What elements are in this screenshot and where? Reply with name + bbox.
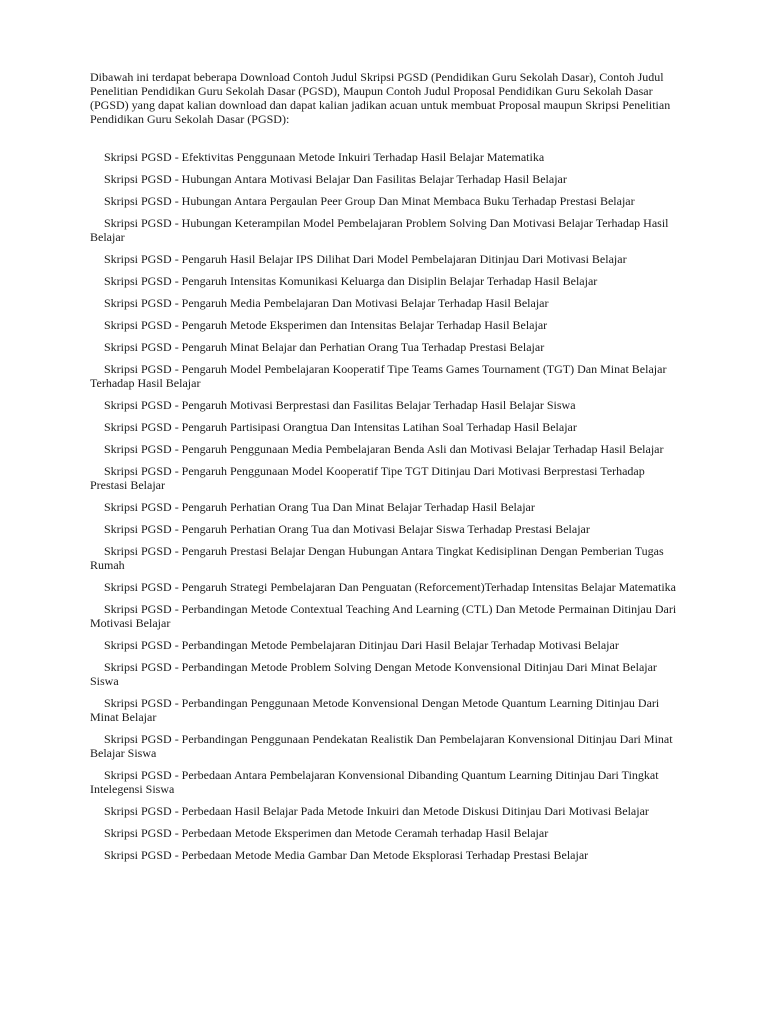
list-item: Skripsi PGSD - Perbedaan Hasil Belajar Pada Metode Inkuiri dan Metode Diskusi Ditinjau Dari Motivasi Belajar <box>104 804 649 818</box>
list-item: Skripsi PGSD - Pengaruh Penggunaan Media Pembelajaran Benda Asli dan Motivasi Belajar Terhadap Hasil Belajar <box>104 442 664 456</box>
list-item: Skripsi PGSD - Pengaruh Prestasi Belajar Dengan Hubungan Antara Tingkat Kedisiplinan Dengan Pemberian Tugas Rumah <box>90 544 664 572</box>
list-item: Skripsi PGSD - Perbedaan Metode Media Gambar Dan Metode Eksplorasi Terhadap Prestasi Belajar <box>104 848 589 862</box>
list-item: Skripsi PGSD - Perbandingan Metode Contextual Teaching And Learning (CTL) Dan Metode Permainan Ditinjau Dari Motivasi Belajar <box>90 602 677 630</box>
list-item: Skripsi PGSD - Hubungan Antara Pergaulan Peer Group Dan Minat Membaca Buku Terhadap Prestasi Belajar <box>104 194 635 208</box>
list-item: Skripsi PGSD - Pengaruh Intensitas Komunikasi Keluarga dan Disiplin Belajar Terhadap Hasil Belajar <box>104 274 598 288</box>
list-item: Skripsi PGSD - Pengaruh Penggunaan Model Kooperatif Tipe TGT Ditinjau Dari Motivasi Berprestasi Terhadap Prestasi Belajar <box>90 464 645 492</box>
list-item: Skripsi PGSD - Pengaruh Perhatian Orang Tua dan Motivasi Belajar Siswa Terhadap Prestasi Belajar <box>104 522 590 536</box>
thesis-title-list <box>90 150 680 862</box>
list-item: Skripsi PGSD - Pengaruh Minat Belajar dan Perhatian Orang Tua Terhadap Prestasi Belajar <box>104 340 545 354</box>
list-item: Skripsi PGSD - Hubungan Antara Motivasi Belajar Dan Fasilitas Belajar Terhadap Hasil Belajar <box>104 172 567 186</box>
list-item: Skripsi PGSD - Perbandingan Metode Pembelajaran Ditinjau Dari Hasil Belajar Terhadap Motivasi Belajar <box>104 638 619 652</box>
list-item: Skripsi PGSD - Perbandingan Penggunaan Metode Konvensional Dengan Metode Quantum Learning Ditinjau Dari Minat Belajar <box>90 696 660 724</box>
list-item: Skripsi PGSD - Perbandingan Metode Problem Solving Dengan Metode Konvensional Ditinjau Dari Minat Belajar Siswa <box>90 660 657 688</box>
list-item: Skripsi PGSD - Perbedaan Metode Eksperimen dan Metode Ceramah terhadap Hasil Belajar <box>104 826 549 840</box>
list-item: Skripsi PGSD - Pengaruh Metode Eksperimen dan Intensitas Belajar Terhadap Hasil Belajar <box>104 318 548 332</box>
list-item: Skripsi PGSD - Perbandingan Penggunaan Pendekatan Realistik Dan Pembelajaran Konvensional Ditinjau Dari Minat Belajar Siswa <box>90 732 673 760</box>
list-item: Skripsi PGSD - Hubungan Keterampilan Model Pembelajaran Problem Solving Dan Motivasi Belajar Terhadap Hasil Belajar <box>90 216 669 244</box>
list-item: Skripsi PGSD - Pengaruh Model Pembelajaran Kooperatif Tipe Teams Games Tournament (TGT) Dan Minat Belajar Terhadap Hasil Belajar <box>90 362 667 390</box>
list-item: Skripsi PGSD - Pengaruh Media Pembelajaran Dan Motivasi Belajar Terhadap Hasil Belajar <box>104 296 549 310</box>
intro-paragraph: Dibawah ini terdapat beberapa Download Contoh Judul Skripsi PGSD (Pendidikan Guru Sekolah Dasar), Contoh Judul Penelitian Pendidikan Guru Sekolah Dasar (PGSD), Maupun Contoh Judul Proposal Pendidikan Guru Sekolah Dasar (PGSD) yang dapat kalian download dan dapat kalian jadikan acuan untuk membuat Proposal maupun Skripsi Penelitian Pendidikan Guru Sekolah Dasar (PGSD): <box>90 70 671 126</box>
list-item: Skripsi PGSD - Efektivitas Penggunaan Metode Inkuiri Terhadap Hasil Belajar Matematika <box>104 150 545 164</box>
list-item: Skripsi PGSD - Perbedaan Antara Pembelajaran Konvensional Dibanding Quantum Learning Ditinjau Dari Tingkat Intelegensi Siswa <box>90 768 659 796</box>
list-item: Skripsi PGSD - Pengaruh Perhatian Orang Tua Dan Minat Belajar Terhadap Hasil Belajar <box>104 500 535 514</box>
document-page <box>90 70 680 870</box>
list-item: Skripsi PGSD - Pengaruh Strategi Pembelajaran Dan Penguatan (Reforcement)Terhadap Intensitas Belajar Matematika <box>104 580 676 594</box>
list-item: Skripsi PGSD - Pengaruh Partisipasi Orangtua Dan Intensitas Latihan Soal Terhadap Hasil Belajar <box>104 420 577 434</box>
list-item: Skripsi PGSD - Pengaruh Hasil Belajar IPS Dilihat Dari Model Pembelajaran Ditinjau Dari Motivasi Belajar <box>104 252 627 266</box>
list-item: Skripsi PGSD - Pengaruh Motivasi Berprestasi dan Fasilitas Belajar Terhadap Hasil Belajar Siswa <box>104 398 576 412</box>
